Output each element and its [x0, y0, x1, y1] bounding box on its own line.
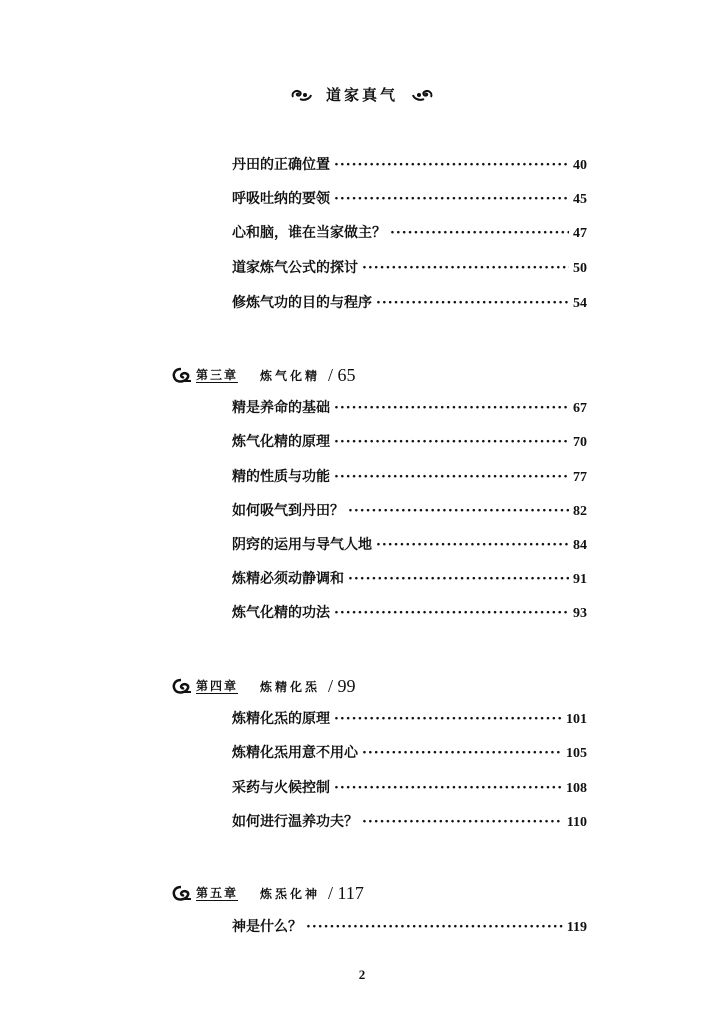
toc-entry[interactable]: [232, 188, 587, 210]
dot-leader: [306, 919, 563, 935]
toc-entry-title: 精是养命的基础: [232, 400, 330, 416]
toc-entry-title: 精的性质与功能: [232, 469, 330, 485]
dot-leader: [334, 469, 569, 485]
toc-entry[interactable]: [232, 397, 587, 419]
dot-leader: [334, 191, 569, 207]
toc-entry-title: 阴窍的运用与导气人地: [232, 537, 372, 553]
dot-leader: [390, 225, 569, 241]
dot-leader: [376, 295, 569, 311]
toc-entry[interactable]: [232, 708, 587, 730]
cloud-swirl-icon: [290, 87, 312, 103]
toc-entry-page: 77: [573, 470, 587, 485]
toc-entry-title: 炼精化炁的原理: [232, 711, 330, 727]
chapter-page: / 65: [328, 364, 356, 385]
toc-entry[interactable]: [232, 811, 587, 833]
toc-entry-page: 105: [566, 746, 587, 761]
dot-leader: [334, 157, 569, 173]
dot-leader: [334, 434, 569, 450]
toc-entry-page: 45: [573, 192, 587, 207]
dot-leader: [362, 260, 569, 276]
toc-entry-page: 70: [573, 435, 587, 450]
dot-leader: [334, 711, 562, 727]
dot-leader: [348, 571, 569, 587]
toc-entry-title: 炼气化精的功法: [232, 605, 330, 621]
toc-entry[interactable]: [232, 568, 587, 590]
dot-leader: [334, 400, 569, 416]
toc-entry-title: 如何进行温养功夫？: [232, 814, 358, 830]
chapter-number: 第三章: [196, 367, 239, 382]
chapter-swirl-icon: [170, 366, 192, 384]
toc-entry-title: 心和脑，谁在当家做主？: [232, 225, 386, 241]
toc-entry-page: 91: [573, 572, 587, 587]
chapter-page: / 117: [328, 882, 364, 903]
toc-entry-title: 采药与火候控制: [232, 780, 330, 796]
toc-entry[interactable]: [232, 257, 587, 279]
toc-entry[interactable]: [232, 466, 587, 488]
toc-entry[interactable]: [232, 500, 587, 522]
running-header-title: 道家真气: [325, 86, 398, 104]
toc-entry[interactable]: [232, 292, 587, 314]
toc-entry-page: 50: [573, 261, 587, 276]
toc-entry-page: 47: [573, 226, 587, 241]
toc-entry-page: 82: [573, 504, 587, 519]
running-header: [0, 84, 724, 105]
chapter-heading[interactable]: [170, 362, 356, 388]
toc-entry-page: 67: [573, 401, 587, 416]
toc-entry-title: 道家炼气公式的探讨: [232, 260, 358, 276]
toc-entry-title: 神是什么？: [232, 919, 302, 935]
toc-entry-title: 丹田的正确位置: [232, 157, 330, 173]
chapter-title: 炼炁化神: [260, 886, 321, 901]
toc-entry-page: 110: [566, 815, 587, 830]
chapter-number: 第五章: [196, 885, 239, 900]
toc-entry-page: 108: [566, 781, 587, 796]
toc-entry[interactable]: [232, 222, 587, 244]
toc-entry-page: 101: [566, 712, 587, 727]
toc-entry[interactable]: [232, 777, 587, 799]
toc-entry[interactable]: [232, 534, 587, 556]
toc-entry-title: 呼吸吐纳的要领: [232, 191, 330, 207]
chapter-swirl-icon: [170, 677, 192, 695]
dot-leader: [334, 780, 562, 796]
chapter-title: 炼精化炁: [260, 679, 321, 694]
chapter-page: / 99: [328, 675, 356, 696]
toc-entry-page: 54: [573, 296, 587, 311]
page-number: 2: [358, 967, 366, 982]
toc-entry[interactable]: [232, 431, 587, 453]
toc-entry-title: 炼精化炁用意不用心: [232, 745, 358, 761]
chapter-heading[interactable]: [170, 880, 364, 906]
toc-entry[interactable]: [232, 154, 587, 176]
chapter-heading[interactable]: [170, 673, 356, 699]
dot-leader: [376, 537, 569, 553]
toc-entry-title: 修炼气功的目的与程序: [232, 295, 372, 311]
toc-entry-page: 40: [573, 158, 587, 173]
toc-entry[interactable]: [232, 742, 587, 764]
toc-entry-title: 如何吸气到丹田？: [232, 503, 344, 519]
toc-entry-title: 炼气化精的原理: [232, 434, 330, 450]
dot-leader: [362, 814, 563, 830]
chapter-number: 第四章: [196, 678, 239, 693]
chapter-swirl-icon: [170, 884, 192, 902]
dot-leader: [362, 745, 562, 761]
dot-leader: [334, 605, 569, 621]
toc-entry-title: 炼精必须动静调和: [232, 571, 344, 587]
toc-entry-page: 119: [566, 920, 587, 935]
toc-entry-page: 84: [573, 538, 587, 553]
dot-leader: [348, 503, 569, 519]
toc-entry-page: 93: [573, 606, 587, 621]
chapter-title: 炼气化精: [260, 368, 321, 383]
toc-entry[interactable]: [232, 602, 587, 624]
cloud-swirl-icon: [412, 87, 434, 103]
toc-entry[interactable]: [232, 916, 587, 938]
